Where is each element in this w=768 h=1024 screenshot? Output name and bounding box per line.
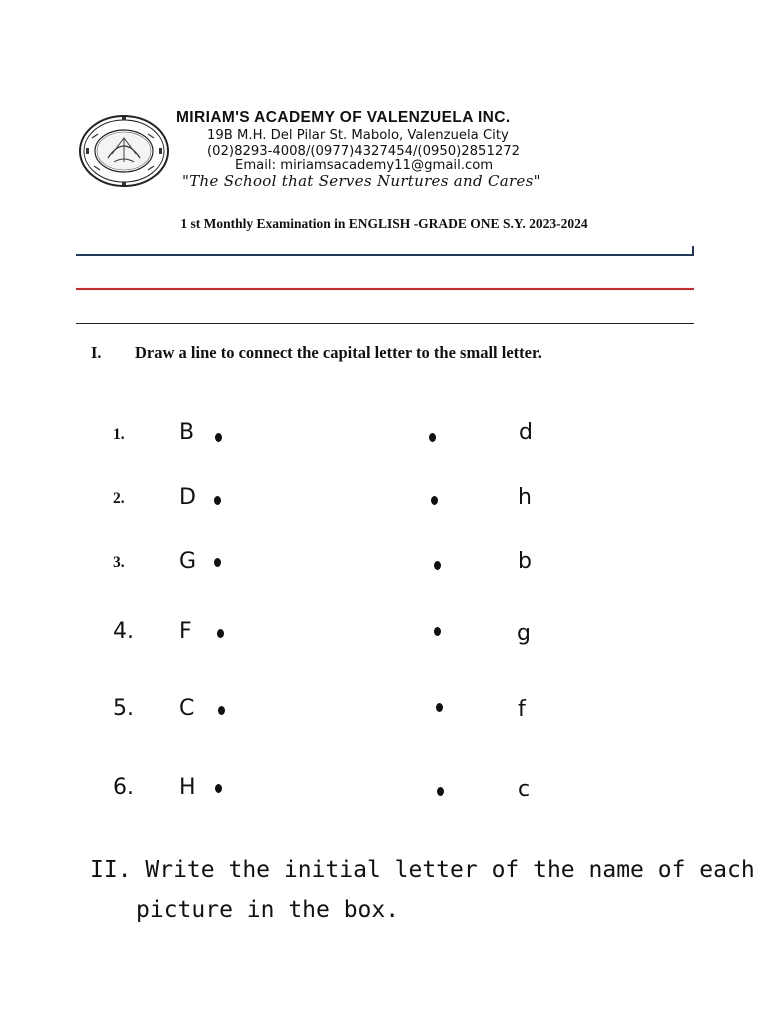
small-dot[interactable]	[429, 433, 436, 442]
school-phones: (02)8293-4008/(0977)4327454/(0950)2851272	[207, 144, 521, 159]
capital-dot[interactable]	[214, 558, 221, 567]
capital-dot[interactable]	[214, 496, 221, 505]
navy-divider-tick	[692, 246, 694, 256]
item-number: 3.	[113, 554, 125, 571]
school-name: MIRIAM'S ACADEMY OF VALENZUELA INC.	[176, 109, 511, 126]
item-number: 4.	[113, 619, 134, 644]
small-dot[interactable]	[434, 561, 441, 570]
capital-letter: H	[179, 775, 196, 800]
small-letter: h	[518, 485, 532, 510]
small-letter: b	[518, 549, 532, 574]
item-number: 2.	[113, 490, 125, 507]
red-divider	[76, 288, 694, 290]
school-email: Email: miriamsacademy11@gmail.com	[235, 158, 494, 173]
capital-dot[interactable]	[215, 784, 222, 793]
capital-letter: F	[179, 619, 192, 644]
section-2-line-1: II. Write the initial letter of the name of each	[90, 857, 755, 883]
capital-letter: D	[179, 485, 196, 510]
section-1-instruction: Draw a line to connect the capital letter to the small letter.	[135, 343, 542, 362]
school-address: 19B M.H. Del Pilar St. Mabolo, Valenzuela City	[207, 128, 509, 143]
small-letter: f	[518, 697, 526, 722]
capital-letter: B	[179, 420, 195, 445]
small-dot[interactable]	[431, 496, 438, 505]
capital-dot[interactable]	[218, 706, 225, 715]
navy-divider	[76, 254, 694, 256]
small-dot[interactable]	[437, 787, 444, 796]
black-divider	[76, 323, 694, 324]
section-1-number: I.	[91, 343, 102, 362]
small-letter: d	[519, 420, 533, 445]
section-2-instruction	[90, 850, 755, 930]
school-motto: "The School that Serves Nurtures and Cares"	[182, 172, 541, 190]
section-2-line-2: picture in the box.	[136, 897, 400, 923]
exam-title: 1 st Monthly Examination in ENGLISH -GRADE ONE S.Y. 2023-2024	[180, 216, 588, 231]
item-number: 5.	[113, 696, 134, 721]
small-letter: c	[518, 777, 531, 802]
small-dot[interactable]	[436, 703, 443, 712]
capital-letter: C	[179, 696, 195, 721]
capital-dot[interactable]	[217, 629, 224, 638]
school-seal-logo	[78, 114, 170, 188]
item-number: 6.	[113, 775, 134, 800]
item-number: 1.	[113, 426, 125, 443]
capital-dot[interactable]	[215, 433, 222, 442]
small-dot[interactable]	[434, 627, 441, 636]
small-letter: g	[517, 621, 531, 646]
capital-letter: G	[179, 549, 197, 574]
